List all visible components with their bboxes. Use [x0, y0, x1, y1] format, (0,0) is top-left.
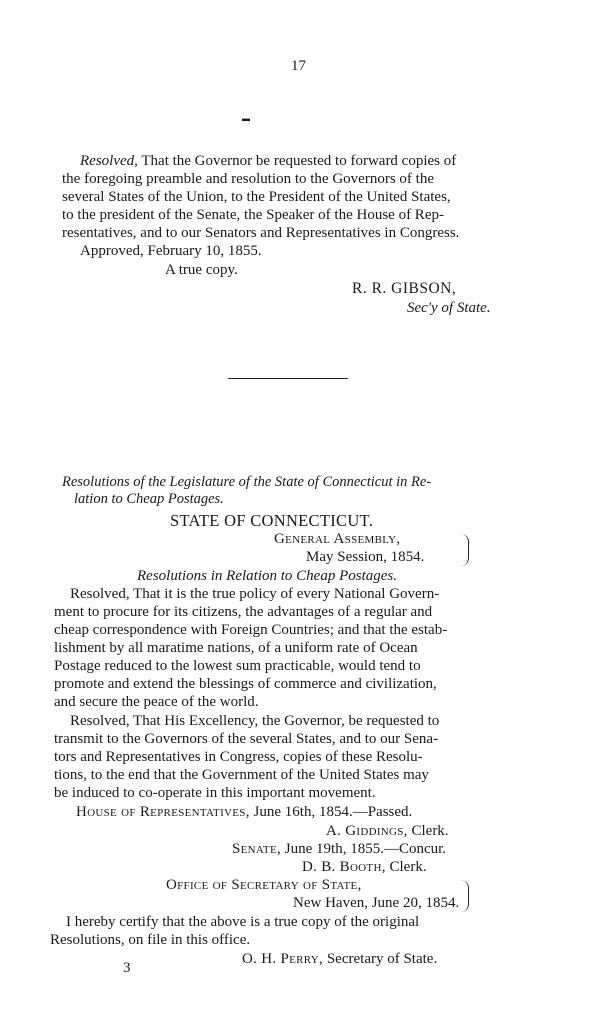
body-line: cheap correspondence with Foreign Countries; and that the estab-	[54, 622, 448, 638]
page-number: 17	[291, 58, 306, 74]
small-mark: ▬	[242, 114, 250, 123]
office-place: New Haven, June 20, 1854.	[293, 895, 460, 911]
giddings-line	[326, 823, 449, 840]
body-line: ment to procure for its citizens, the advantages of a regular and	[54, 604, 433, 620]
body-line: tors and Representatives in Congress, copies of these Resolu-	[54, 749, 423, 765]
session-line: May Session, 1854.	[306, 549, 425, 565]
signer-title: Sec'y of State.	[407, 300, 491, 316]
office-brace	[458, 880, 469, 912]
perry-line	[242, 951, 437, 968]
resolution-line: resentatives, and to our Senators and Representatives in Congress.	[62, 225, 460, 241]
giddings-title: Clerk.	[407, 823, 449, 839]
senate-label: Senate,	[232, 841, 282, 857]
certify-line-2: Resolutions, on file in this office.	[50, 932, 251, 948]
heading-line-1: Resolutions of the Legislature of the State of Connecticut in Re-	[62, 474, 432, 490]
body-line: promote and extend the blessings of commerce and civilization,	[54, 676, 437, 692]
booth-title: Clerk.	[385, 859, 427, 875]
office-line: Office of Secretary of State,	[166, 877, 362, 893]
house-label: House of Representatives,	[76, 804, 250, 820]
body-line: lishment by all maratime nations, of a uniform rate of Ocean	[54, 640, 418, 656]
resolved-rest: That the Governor be requested to forward copies of	[137, 153, 457, 169]
approved-line: Approved, February 10, 1855.	[80, 243, 262, 259]
true-copy: A true copy.	[165, 262, 238, 278]
resolution-line	[80, 153, 456, 170]
booth-name: D. B. Booth,	[302, 859, 386, 875]
giddings-name: A. Giddings,	[326, 823, 408, 839]
assembly-line: General Assembly,	[274, 531, 401, 547]
resolution-line: to the president of the Senate, the Speaker of the House of Rep-	[62, 207, 444, 223]
body-line: tions, to the end that the Government of the United States may	[54, 767, 429, 783]
body-line: transmit to the Governors of the several States, and to our Sena-	[54, 731, 439, 747]
signature-mark: 3	[123, 960, 131, 976]
resolution-line: several States of the Union, to the President of the United States,	[62, 189, 451, 205]
resolution-line: the foregoing preamble and resolution to the Governors of the	[62, 171, 434, 187]
perry-title: Secretary of State.	[323, 951, 438, 967]
heading-line-2: lation to Cheap Postages.	[74, 491, 224, 507]
resolved-lead: Resolved,	[80, 153, 138, 169]
body-line: Resolved, That it is the true policy of every National Govern-	[70, 586, 440, 602]
assembly-brace	[458, 534, 469, 566]
house-line	[76, 804, 412, 821]
body-line: Postage reduced to the lowest sum practicable, would tend to	[54, 658, 421, 674]
body-line: Resolved, That His Excellency, the Governor, be requested to	[70, 713, 440, 729]
certify-line-1: I hereby certify that the above is a true copy of the original	[66, 914, 420, 930]
house-rest: June 16th, 1854.—Passed.	[249, 804, 413, 820]
perry-name: O. H. Perry,	[242, 951, 324, 967]
section-divider	[228, 378, 348, 379]
signer-name: R. R. GIBSON,	[352, 280, 457, 297]
subtitle-line: Resolutions in Relation to Cheap Postages.	[137, 568, 397, 584]
booth-line	[302, 859, 427, 876]
body-line: be induced to co-operate in this important movement.	[54, 785, 376, 801]
state-title: STATE OF CONNECTICUT.	[170, 511, 374, 530]
body-line: and secure the peace of the world.	[54, 694, 259, 710]
senate-line	[232, 841, 446, 858]
senate-rest: June 19th, 1855.—Concur.	[281, 841, 447, 857]
